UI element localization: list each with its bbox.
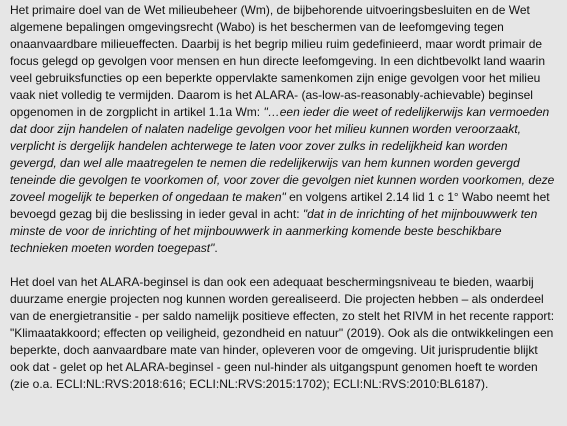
quoted-legal-text: teneinde die gevolgen te voorkomen of, voor zover die gevolgen niet kunnen worden voorkomen, deze — [10, 173, 555, 187]
quoted-legal-text: dat door zijn handelen of nalaten nadelige gevolgen voor het milieu kunnen worden veroorzaakt, — [10, 122, 522, 136]
body-text: . — [214, 241, 218, 255]
text-line — [10, 155, 567, 172]
body-text: duurzame energie projecten nog kunnen worden gerealiseerd. Die projecten hebben – als onderdeel — [10, 292, 544, 306]
text-line — [10, 359, 567, 376]
body-text: vaak niet volledig te vermijden. Daarom is het ALARA- (as-low-as-reasonably-achievable) beginsel — [10, 88, 533, 102]
text-line — [10, 325, 567, 342]
text-line — [10, 53, 567, 70]
quoted-legal-text: "…een ieder die weet of redelijkerwijs kan vermoeden — [263, 105, 550, 119]
text-line — [10, 19, 567, 36]
text-line — [10, 138, 567, 155]
text-line — [10, 206, 567, 223]
text-line — [10, 36, 567, 53]
body-text: opgenomen in de zorgplicht in artikel 1.1a Wm: — [10, 105, 264, 119]
text-line — [10, 223, 567, 240]
quoted-legal-text: zoveel mogelijk te beperken of ongedaan te maken" — [10, 190, 286, 204]
paragraph-alara-purpose — [10, 274, 567, 393]
paragraph-wm-alara-duty-of-care — [10, 0, 567, 257]
body-text: ook dat - gelet op het ALARA-beginsel - geen nul-hinder als uitgangspunt genomen hoeft te worden — [10, 360, 538, 374]
body-text: veel gebruiksfuncties op een beperkte oppervlakte samenkomen zijn enige gevolgen voor het milieu — [10, 71, 541, 85]
body-text: focus gelegd op gevolgen voor mensen en hun directe leefomgeving. In een dichtbevolkt land waarin — [10, 54, 546, 68]
text-line — [10, 291, 567, 308]
body-text: beperkte, doch aanvaardbare mate van hinder, opleveren voor de omgeving. Uit jurisprudentie blijkt — [10, 343, 538, 357]
text-line — [10, 342, 567, 359]
text-line — [10, 104, 567, 121]
text-line — [10, 70, 567, 87]
body-text: en volgens artikel 2.14 lid 1 c 1° Wabo neemt het — [285, 190, 550, 204]
text-line — [10, 121, 567, 138]
quoted-legal-text: minste de voor de inrichting of het mijnbouwwerk in aanmerking komende beste beschikbare — [10, 224, 502, 238]
quoted-legal-text: "dat in de inrichting of het mijnbouwwerk ten — [302, 207, 538, 221]
body-text: Het doel van het ALARA-beginsel is dan ook een adequaat beschermingsniveau te bieden, waarbij — [10, 275, 534, 289]
text-line — [10, 189, 567, 206]
quoted-legal-text: technieken moeten worden toegepast" — [10, 241, 215, 255]
body-text: bevoegd gezag bij die beslissing in ieder geval in acht: — [10, 207, 303, 221]
body-text: onaanvaardbare milieueffecten. Daarbij is het begrip milieu ruim gedefinieerd, maar wordt primair de — [10, 37, 543, 51]
text-line — [10, 87, 567, 104]
text-line — [10, 376, 567, 393]
text-line — [10, 274, 567, 291]
body-text: (zie o.a. ECLI:NL:RVS:2018:616; ECLI:NL:RVS:2015:1702); ECLI:NL:RVS:2010:BL6187). — [10, 377, 489, 391]
body-text: algemene bepalingen omgevingsrecht (Wabo) is het beschermen van de leefomgeving tegen — [10, 20, 504, 34]
body-text: "Klimaatakkoord; effecten op veiligheid, gezondheid en natuur" (2019). Ook als die ontwikkelingen een — [10, 326, 554, 340]
quoted-legal-text: verplicht is dergelijk handelen achterwege te laten voor zover zulks in redelijkheid kan worden — [10, 139, 508, 153]
text-line — [10, 308, 567, 325]
text-line — [10, 172, 567, 189]
body-text: Het primaire doel van de Wet milieubeheer (Wm), de bijbehorende uitvoeringsbesluiten en de Wet — [10, 3, 530, 17]
text-line — [10, 240, 567, 257]
text-line — [10, 2, 567, 19]
body-text: van de energietransitie - per saldo namelijk positieve effecten, zo stelt het RIVM in het recente rapport: — [10, 309, 555, 323]
quoted-legal-text: gevergd, dan wel alle maatregelen te nemen die redelijkerwijs van hem kunnen worden gevergd — [10, 156, 520, 170]
